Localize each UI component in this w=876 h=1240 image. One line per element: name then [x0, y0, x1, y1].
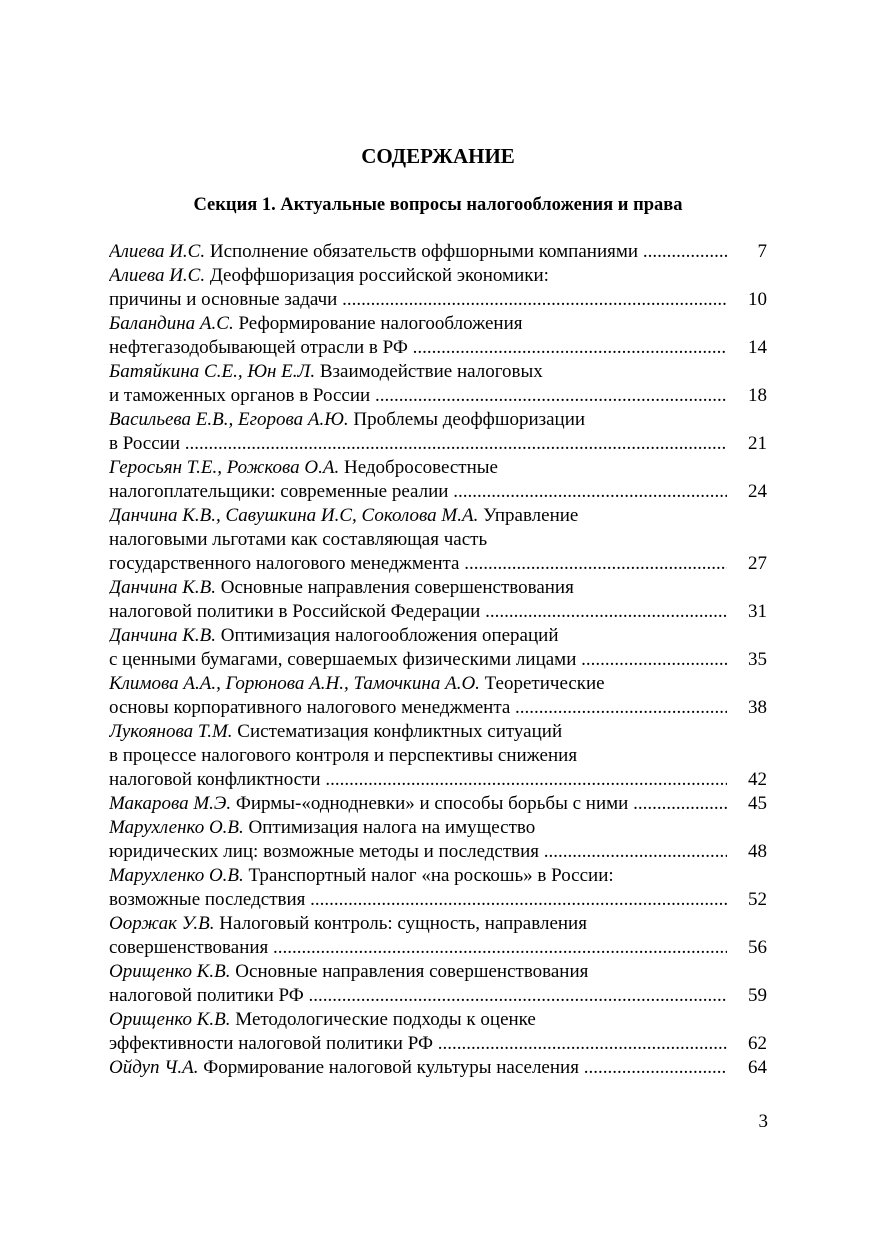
- toc-entry-line: [109, 1032, 767, 1056]
- toc-entry-title: Оптимизация налога на имущество: [248, 817, 536, 838]
- toc-entry-text: [109, 936, 727, 960]
- toc-entry-author: Ойдуп Ч.А.: [109, 1057, 199, 1078]
- toc-entry-line: [109, 816, 767, 840]
- toc-entry-title: в России: [109, 433, 180, 454]
- toc-entry-page: 56: [727, 936, 767, 960]
- toc-entry-page: 59: [727, 984, 767, 1008]
- toc-entry-text: [109, 313, 523, 334]
- toc-entry-line: [109, 696, 767, 720]
- toc-entry: [109, 360, 767, 408]
- toc-entry-text: [109, 1032, 727, 1056]
- toc-entry-title: Исполнение обязательств оффшорными компаниями: [209, 241, 639, 262]
- toc-entry-line: [109, 744, 767, 768]
- toc-entry-title: юридических лиц: возможные методы и последствия: [109, 841, 540, 862]
- toc-entry-title: налоговой политики РФ: [109, 985, 304, 1006]
- toc-entry: [109, 1056, 767, 1080]
- toc-entry-author: Марухленко О.В.: [109, 865, 244, 886]
- toc-entry-page: 38: [727, 696, 767, 720]
- toc-entry-text: [109, 792, 727, 816]
- toc-entry-page: 24: [727, 480, 767, 504]
- toc-entry-author: Орищенко К.В.: [109, 1009, 231, 1030]
- toc-entry: [109, 408, 767, 456]
- toc-entry: [109, 456, 767, 504]
- toc-entry-text: [109, 432, 727, 456]
- toc-entry-author: Марухленко О.В.: [109, 817, 244, 838]
- toc-entry-page: 31: [727, 600, 767, 624]
- toc-entry-title: Недобросовестные: [343, 457, 498, 478]
- toc-entry-line: [109, 600, 767, 624]
- toc-entry-text: [109, 1009, 536, 1030]
- toc-entry-text: [109, 648, 727, 672]
- toc-entry-line: [109, 552, 767, 576]
- toc-entry-line: [109, 504, 767, 528]
- toc-entry: [109, 264, 767, 312]
- toc-entry-line: [109, 576, 767, 600]
- toc-entry-line: [109, 984, 767, 1008]
- toc-entry-text: [109, 480, 727, 504]
- toc-entry: [109, 312, 767, 360]
- toc-entry-title: Проблемы деоффшоризации: [353, 409, 586, 430]
- toc-entry-title: Оптимизация налогообложения операций: [220, 625, 559, 646]
- toc-entry-title: налогоплательщики: современные реалии: [109, 481, 449, 502]
- toc-entry-text: [109, 840, 727, 864]
- toc-entry-author: Баландина А.С.: [109, 313, 234, 334]
- toc-entry-text: [109, 745, 577, 766]
- toc-entry-title: совершенствования: [109, 937, 269, 958]
- toc-entry-line: [109, 936, 767, 960]
- toc-entry-line: [109, 912, 767, 936]
- toc-entry-line: [109, 240, 767, 264]
- toc-entry-line: [109, 312, 767, 336]
- toc-entry-line: [109, 624, 767, 648]
- toc-entry-page: 10: [727, 288, 767, 312]
- toc-entry-author: Климова А.А., Горюнова А.Н., Тамочкина А.О.: [109, 673, 480, 694]
- toc-entry-page: 7: [727, 240, 767, 264]
- toc-entry-line: [109, 288, 767, 312]
- toc-entry: [109, 912, 767, 960]
- toc-entry-text: [109, 265, 549, 286]
- toc-entry-page: 45: [727, 792, 767, 816]
- toc-entry-title: в процессе налогового контроля и перспективы снижения: [109, 745, 578, 766]
- toc-entry-line: [109, 480, 767, 504]
- toc-entry-title: налоговой политики в Российской Федерации: [109, 601, 481, 622]
- toc-entry-line: [109, 456, 767, 480]
- toc-entry-text: [109, 696, 727, 720]
- toc-entry-title: и таможенных органов в России: [109, 385, 371, 406]
- toc-entry-text: [109, 577, 574, 598]
- toc-entry-line: [109, 768, 767, 792]
- toc-entry-text: [109, 409, 585, 430]
- toc-entry-text: [109, 673, 605, 694]
- toc-entry-text: [109, 888, 727, 912]
- toc-entry-line: [109, 672, 767, 696]
- toc-entry-text: [109, 961, 588, 982]
- toc-entry-text: [109, 240, 727, 264]
- toc-entry-text: [109, 457, 498, 478]
- toc-entry-page: 42: [727, 768, 767, 792]
- page-number: 3: [758, 1111, 768, 1132]
- toc-entry-author: Лукоянова Т.М.: [109, 721, 233, 742]
- toc-entry-page: 62: [727, 1032, 767, 1056]
- toc-entry-page: 18: [727, 384, 767, 408]
- toc-entry-text: [109, 1056, 727, 1080]
- toc-entry-title: Основные направления совершенствования: [235, 961, 589, 982]
- toc-entry-line: [109, 648, 767, 672]
- toc-entry: [109, 792, 767, 816]
- toc-entry-text: [109, 505, 578, 526]
- toc-entry-title: с ценными бумагами, совершаемых физическими лицами: [109, 649, 577, 670]
- toc-entry-title: Методологические подходы к оценке: [235, 1009, 536, 1030]
- toc-entry-page: 35: [727, 648, 767, 672]
- toc-entry-author: Ооржак У.В.: [109, 913, 215, 934]
- toc-entry-line: [109, 408, 767, 432]
- toc-entry: [109, 240, 767, 264]
- toc-entry-text: [109, 625, 559, 646]
- toc-entry: [109, 960, 767, 1008]
- toc-entry-page: 21: [727, 432, 767, 456]
- toc-entry-title: налоговыми льготами как составляющая часть: [109, 529, 488, 550]
- toc-entry-author: Макарова М.Э.: [109, 793, 232, 814]
- toc-entry-line: [109, 384, 767, 408]
- toc-entry-author: Алиева И.С.: [109, 241, 206, 262]
- toc-heading: СОДЕРЖАНИЕ: [361, 144, 515, 168]
- toc-entry-page: 14: [727, 336, 767, 360]
- toc-entry-title: Реформирование налогообложения: [238, 313, 523, 334]
- toc-entry-line: [109, 888, 767, 912]
- toc-entry: [109, 1008, 767, 1056]
- toc-entry-page: 52: [727, 888, 767, 912]
- toc-entry-title: Налоговый контроль: сущность, направления: [219, 913, 587, 934]
- toc-entry-line: [109, 528, 767, 552]
- toc-entry-text: [109, 288, 727, 312]
- toc-entry-line: [109, 792, 767, 816]
- toc-entry-text: [109, 913, 587, 934]
- toc-entry-page: 27: [727, 552, 767, 576]
- toc-entry-author: Васильева Е.В., Егорова А.Ю.: [109, 409, 349, 430]
- toc-entry: [109, 504, 767, 576]
- toc-entry-title: Деоффшоризация российской экономики:: [209, 265, 549, 286]
- toc-entry-line: [109, 1008, 767, 1032]
- toc-entry-author: Батяйкина С.Е., Юн Е.Л.: [109, 361, 316, 382]
- toc-entry-text: [109, 529, 487, 550]
- toc-entry-author: Данчина К.В.: [109, 577, 216, 598]
- toc-entry-title: эффективности налоговой политики РФ: [109, 1033, 433, 1054]
- toc-entry-text: [109, 384, 727, 408]
- toc-entry-author: Геросьян Т.Е., Рожкова О.А.: [109, 457, 340, 478]
- toc-entry-title: Формирование налоговой культуры населения: [203, 1057, 579, 1078]
- toc-entry-line: [109, 864, 767, 888]
- toc-entry-title: Теоретические: [484, 673, 605, 694]
- toc-entry-title: возможные последствия: [109, 889, 306, 910]
- toc-entry: [109, 720, 767, 792]
- toc-entry-author: Данчина К.В., Савушкина И.С, Соколова М.А.: [109, 505, 479, 526]
- toc-entry-line: [109, 1056, 767, 1080]
- toc-entry-title: Фирмы-«однодневки» и способы борьбы с ними: [235, 793, 629, 814]
- toc-entry-line: [109, 360, 767, 384]
- toc-entry-title: Основные направления совершенствования: [220, 577, 574, 598]
- toc-entry-text: [109, 768, 727, 792]
- toc-entry-title: Взаимодействие налоговых: [319, 361, 543, 382]
- toc-entry-line: [109, 960, 767, 984]
- toc-entry-title: Транспортный налог «на роскошь» в России:: [248, 865, 614, 886]
- toc-entry-line: [109, 432, 767, 456]
- toc-entry-title: нефтегазодобывающей отрасли в РФ: [109, 337, 408, 358]
- toc-entry: [109, 672, 767, 720]
- toc-entry-title: причины и основные задачи: [109, 289, 338, 310]
- toc-entry-author: Орищенко К.В.: [109, 961, 231, 982]
- toc-entry-text: [109, 600, 727, 624]
- toc-entry-line: [109, 840, 767, 864]
- section-title: Секция 1. Актуальные вопросы налогообложения и права: [193, 195, 683, 215]
- toc-entry-page: 64: [727, 1056, 767, 1080]
- toc-entry-title: налоговой конфликтности: [109, 769, 321, 790]
- toc-entry-title: государственного налогового менеджмента: [109, 553, 460, 574]
- toc-entry-text: [109, 552, 727, 576]
- toc-entry-text: [109, 817, 535, 838]
- toc-entry-author: Алиева И.С.: [109, 265, 206, 286]
- toc-entry-title: Управление: [483, 505, 579, 526]
- table-of-contents: [109, 240, 767, 1080]
- toc-entry: [109, 816, 767, 864]
- toc-entry-text: [109, 865, 614, 886]
- toc-entry-line: [109, 264, 767, 288]
- toc-entry-page: 48: [727, 840, 767, 864]
- toc-entry: [109, 624, 767, 672]
- toc-entry-text: [109, 336, 727, 360]
- toc-entry-text: [109, 361, 543, 382]
- toc-entry-title: Систематизация конфликтных ситуаций: [237, 721, 563, 742]
- toc-entry-text: [109, 984, 727, 1008]
- toc-entry-line: [109, 336, 767, 360]
- toc-entry-text: [109, 721, 562, 742]
- toc-entry-line: [109, 720, 767, 744]
- toc-entry: [109, 576, 767, 624]
- toc-entry-author: Данчина К.В.: [109, 625, 216, 646]
- toc-entry: [109, 864, 767, 912]
- toc-entry-title: основы корпоративного налогового менеджмента: [109, 697, 511, 718]
